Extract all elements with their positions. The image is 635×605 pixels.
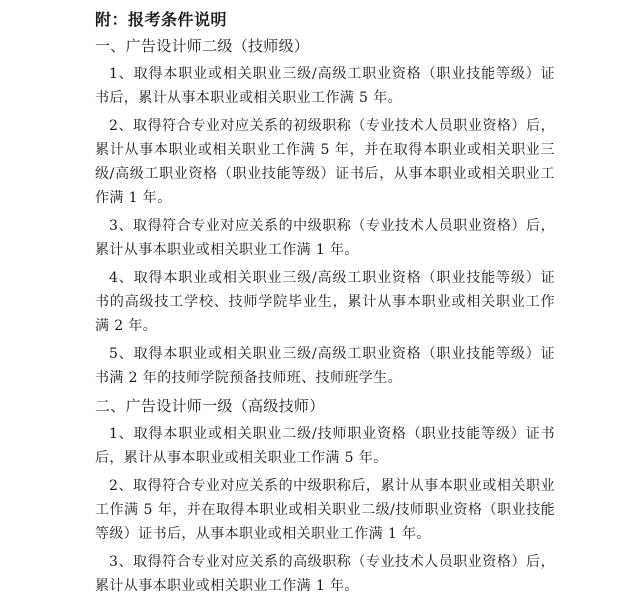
section-level-1	[95, 394, 555, 598]
condition-item: 2、取得符合专业对应关系的中级职称后，累计从事本职业或相关职业工作满 5 年，并在取得本职业或相关职业二级/技师职业资格（职业技能等级）证书后，从事本职业或相关职业工作满 1 年。	[95, 478, 555, 542]
condition-item: 4、取得本职业或相关职业三级/高级工职业资格（职业技能等级）证书的高级技工学校、技师学院毕业生，累计从事本职业或相关职业工作满 2 年。	[95, 270, 555, 334]
section-level-2	[95, 34, 555, 390]
section-heading: 一、广告设计师二级（技师级）	[95, 37, 310, 55]
condition-item: 5、取得本职业或相关职业三级/高级工职业资格（职业技能等级）证书满 2 年的技师学院预备技师班、技师班学生。	[95, 346, 555, 386]
condition-item: 3、取得符合专业对应关系的中级职称（专业技术人员职业资格）后，累计从事本职业或相关职业工作满 1 年。	[95, 218, 555, 258]
condition-item: 3、取得符合专业对应关系的高级职称（专业技术人员职业资格）后，累计从事本职业或相关职业工作满 1 年。	[95, 554, 555, 594]
document-title: 附：报考条件说明	[95, 10, 228, 29]
condition-item: 1、取得本职业或相关职业二级/技师职业资格（职业技能等级）证书后，累计从事本职业或相关职业工作满 5 年。	[95, 426, 555, 466]
condition-item: 1、取得本职业或相关职业三级/高级工职业资格（职业技能等级）证书后，累计从事本职业或相关职业工作满 5 年。	[95, 66, 555, 106]
condition-item: 2、取得符合专业对应关系的初级职称（专业技术人员职业资格）后，累计从事本职业或相关职业工作满 5 年，并在取得本职业或相关职业三级/高级工职业资格（职业技能等级）证书后，从事本职业或相关职业工作满 1 年。	[95, 118, 555, 206]
section-heading: 二、广告设计师一级（高级技师）	[95, 397, 325, 415]
document-body	[95, 8, 555, 602]
